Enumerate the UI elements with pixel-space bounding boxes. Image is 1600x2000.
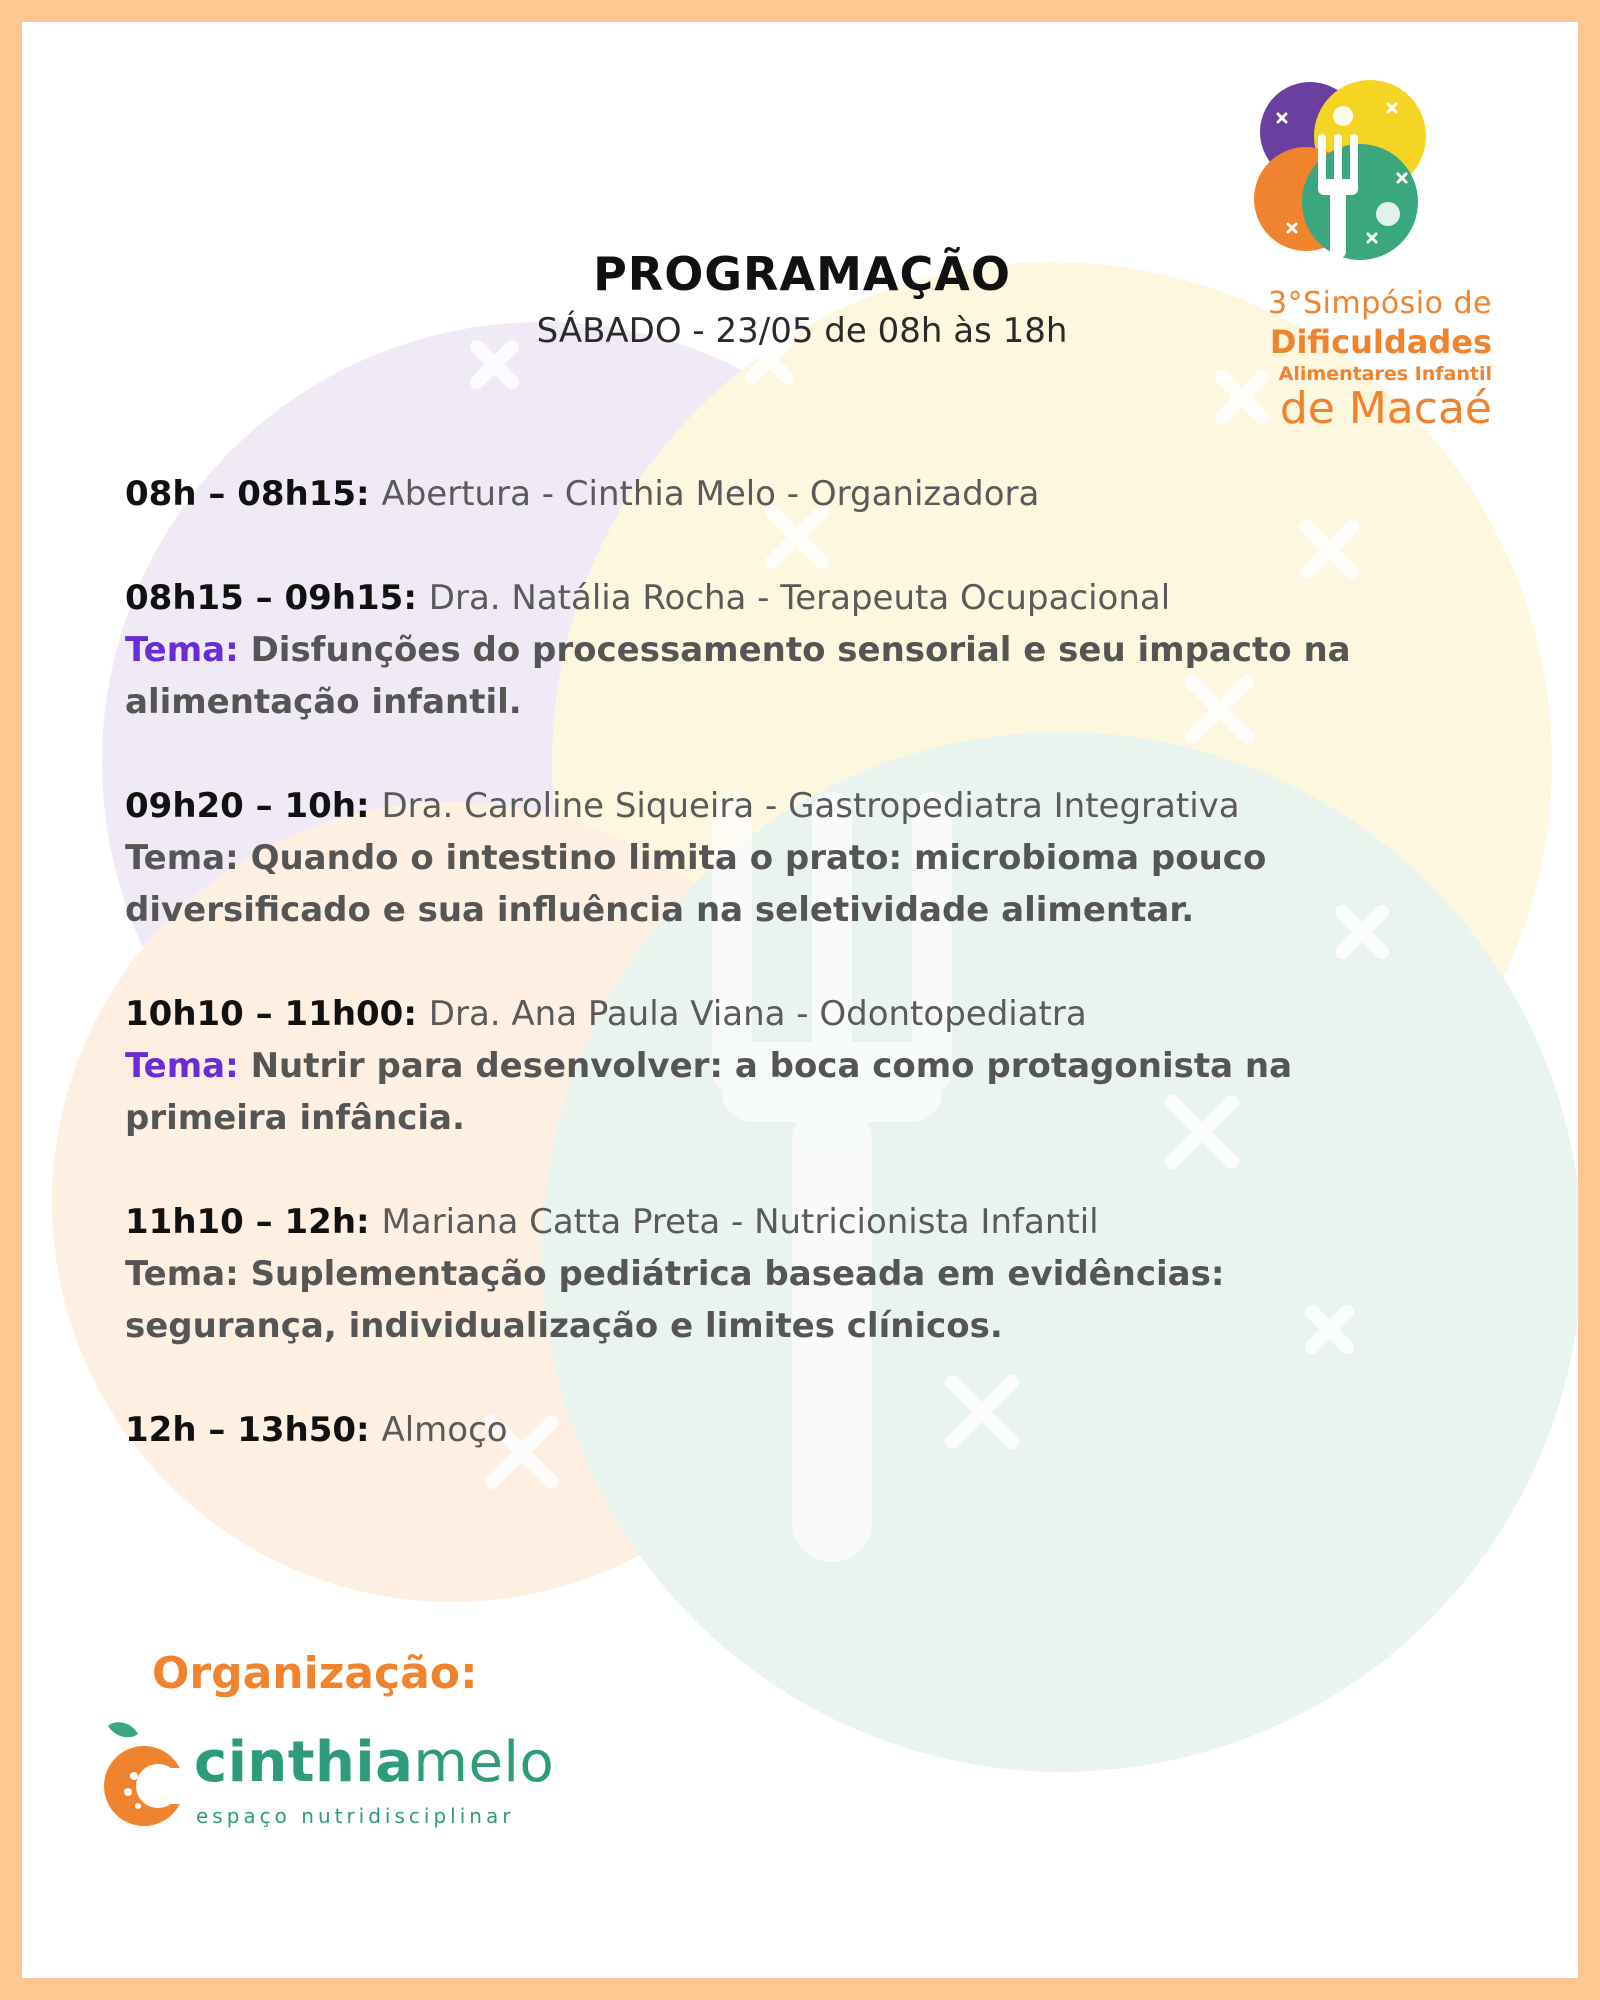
topic-label: Tema: bbox=[125, 1046, 239, 1086]
organizer-name-bold: cinthia bbox=[194, 1730, 414, 1795]
topic-text: Suplementação pediátrica baseada em evidências: segurança, individualização e limites clínicos. bbox=[125, 1254, 1225, 1346]
schedule-speaker: Mariana Catta Preta - Nutricionista Infantil bbox=[381, 1202, 1099, 1242]
topic-text: Quando o intestino limita o prato: microbioma pouco diversificado e sua influência na seletividade alimentar. bbox=[125, 838, 1267, 930]
organizer-tagline: espaço nutridisciplinar bbox=[196, 1804, 515, 1828]
schedule-item bbox=[125, 468, 1435, 520]
program-heading bbox=[342, 247, 1262, 351]
organizer-name-light: melo bbox=[413, 1730, 555, 1795]
schedule-time: 08h15 – 09h15: bbox=[125, 578, 417, 618]
symposium-emblem-icon bbox=[1248, 74, 1428, 264]
event-logo bbox=[1232, 74, 1492, 434]
schedule-list bbox=[125, 468, 1435, 1508]
logo-line-edition: 3°Simpósio de bbox=[1268, 286, 1492, 321]
topic-text: Disfunções do processamento sensorial e seu impacto na alimentação infantil. bbox=[125, 630, 1351, 722]
flyer-page bbox=[22, 22, 1578, 1978]
schedule-time: 10h10 – 11h00: bbox=[125, 994, 417, 1034]
schedule-item bbox=[125, 572, 1435, 728]
schedule-speaker: Abertura - Cinthia Melo - Organizadora bbox=[381, 474, 1040, 514]
orange-fruit-icon bbox=[100, 1716, 190, 1836]
schedule-speaker: Dra. Caroline Siqueira - Gastropediatra Integrativa bbox=[381, 786, 1240, 826]
logo-line-subtopic: Alimentares Infantil bbox=[1278, 363, 1492, 385]
topic-label: Tema: bbox=[125, 630, 239, 670]
schedule-item bbox=[125, 1196, 1435, 1352]
schedule-item bbox=[125, 780, 1435, 936]
schedule-speaker: Dra. Natália Rocha - Terapeuta Ocupacional bbox=[428, 578, 1171, 618]
organization-title: Organização: bbox=[152, 1648, 478, 1699]
schedule-speaker: Dra. Ana Paula Viana - Odontopediatra bbox=[428, 994, 1087, 1034]
organizer-name bbox=[194, 1730, 554, 1795]
schedule-time: 11h10 – 12h: bbox=[125, 1202, 370, 1242]
event-date: SÁBADO - 23/05 de 08h às 18h bbox=[536, 311, 1068, 351]
organizer-logo bbox=[100, 1716, 560, 1846]
schedule-item bbox=[125, 1404, 1435, 1456]
schedule-time: 08h – 08h15: bbox=[125, 474, 370, 514]
schedule-speaker: Almoço bbox=[381, 1410, 508, 1450]
logo-line-city: de Macaé bbox=[1279, 383, 1492, 434]
topic-label: Tema: bbox=[125, 838, 239, 878]
page-title: PROGRAMAÇÃO bbox=[593, 247, 1011, 301]
topic-label: Tema: bbox=[125, 1254, 239, 1294]
logo-line-topic: Dificuldades bbox=[1269, 323, 1492, 361]
schedule-item bbox=[125, 988, 1435, 1144]
schedule-time: 12h – 13h50: bbox=[125, 1410, 370, 1450]
topic-text: Nutrir para desenvolver: a boca como protagonista na primeira infância. bbox=[125, 1046, 1293, 1138]
schedule-time: 09h20 – 10h: bbox=[125, 786, 370, 826]
